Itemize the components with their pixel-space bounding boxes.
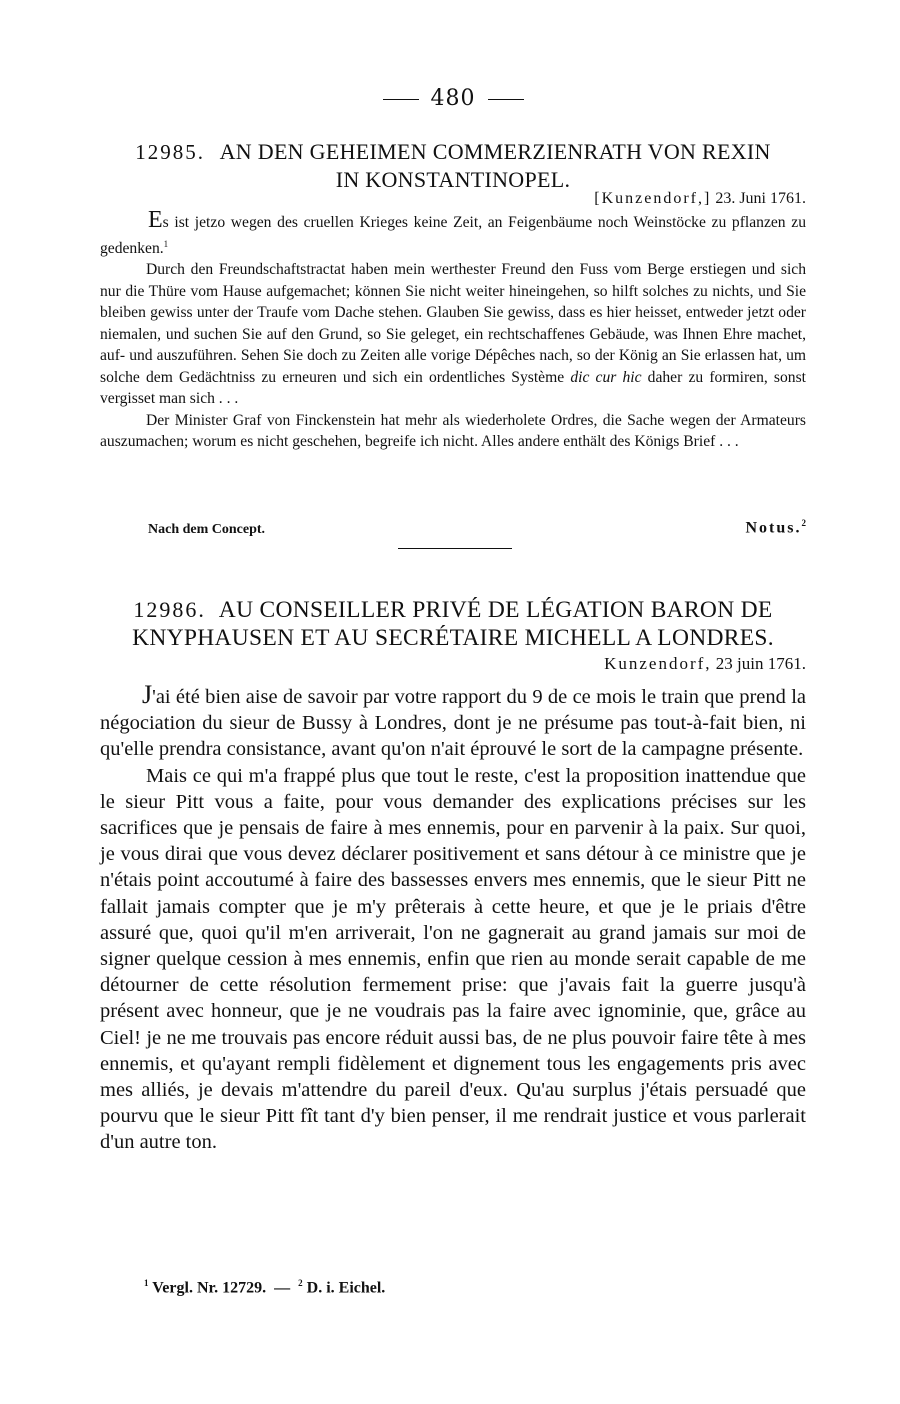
letter1-signature-text: Notus. xyxy=(745,519,802,537)
page-number-dash-right xyxy=(488,99,524,100)
letter1-p1-text: s ist jetzo wegen des cruellen Krieges keine Zeit, an Feigenbäume noch Weinstöcke zu pflanzen zu gedenken. xyxy=(100,214,806,257)
letter2-paragraph-1 xyxy=(100,682,806,763)
letter1-heading xyxy=(100,138,806,193)
letter1-closing xyxy=(100,518,806,542)
page-number-dash-left xyxy=(383,99,419,100)
letter1-title-line1: AN DEN GEHEIMEN COMMERZIENRATH VON REXIN xyxy=(219,139,771,164)
letter1-dateline xyxy=(594,190,806,208)
letter2-date-place: Kunzendorf, xyxy=(604,654,712,673)
letter1-paragraph-3: Der Minister Graf von Finckenstein hat mehr als wiederholete Ordres, die Sache wegen der Armateurs auszumachen; worum es nicht geschehen, begreife ich nicht. Alles andere enthält des Königs Brief . . . xyxy=(100,411,806,451)
footnotes xyxy=(144,1278,385,1297)
footnote-1-mark: 1 xyxy=(144,1278,149,1288)
letter2-number: 12986. xyxy=(133,597,206,622)
footnote-1-text: Vergl. Nr. 12729. xyxy=(152,1279,267,1297)
letter1-paragraph-1 xyxy=(100,207,806,259)
letter1-number: 12985. xyxy=(135,140,205,164)
letter1-p2-italic: dic cur hic xyxy=(570,368,642,386)
letter2-dateline xyxy=(604,654,806,674)
letter2-title-line1: AU CONSEILLER PRIVÉ DE LÉGATION BARON DE xyxy=(218,597,773,623)
footnote-2-mark: 2 xyxy=(298,1278,303,1288)
letter1-signature xyxy=(745,518,806,537)
letter2-title-line2: KNYPHAUSEN ET AU SECRÉTAIRE MICHELL A LONDRES. xyxy=(132,625,774,651)
letter1-p2-text: Durch den Freundschaftstractat haben mein werthester Freund den Fuss vom Berge erstiegen und sich nur die Thüre vom Hause aufgemachet; können Sie nicht weiter hineingehen, so hilft solches zu nichts, und Sie bleiben gewiss unter der Traufe vom Dache stehen. Glauben Sie gewiss, dass es hier heisset, entweder jetzt oder niemalen, und suchen Sie auf den Grund, so Sie geleget, ein rechtschaffenes Gebäude, was Ihnen Ehre machet, auf- und auszuführen. Sehen Sie doch zu Zeiten alle vorige Dépêches nach, so der König an Sie erlassen hat, um solche dem Gedächtniss zu erneuren und sich ein ordentliches Système xyxy=(100,261,806,386)
letter1-initial: E xyxy=(148,207,163,233)
letter1-body xyxy=(100,207,806,453)
letter1-date-place: [Kunzendorf,] xyxy=(594,190,712,207)
letter1-source: Nach dem Concept. xyxy=(148,522,266,537)
document-page xyxy=(100,0,806,1404)
letter1-date: 23. Juni 1761. xyxy=(715,190,806,207)
letter1-paragraph-2 xyxy=(100,259,806,410)
letter2-initial: J xyxy=(142,680,153,709)
letter2-paragraph-2: Mais ce qui m'a frappé plus que tout le reste, c'est la proposition inattendue que le sieur Pitt vous a faite, pour vous demander des explications précises sur les sacrifices que je pensais de faire à mes ennemis, pour en parvenir à la paix. Sur quoi, je vous dirai que vous devez déclarer positivement et sans détour à ce ministre que je n'étais point accoutumé à faire des bassesses envers mes ennemis, que le sieur Pitt ne fallait jamais compter que je m'y prêterais à cette heure, et que je le priais d'être assuré que, quoi qu'il m'en arriverait, l'on ne gagnerait au grand jamais sur moi de signer quelque cession à mes ennemis, enfin que rien au monde serait capable de me détourner de cette résolution fermement prise: que j'avais fait la guerre jusqu'à présent avec honneur, que je ne voudrais pas la faire avec ignominie, que, grâce au Ciel! je ne me trouvais pas encore réduit aussi bas, de ne plus pouvoir faire tête à mes ennemis, et qu'ayant rempli fidèlement et dignement tous les engagements pris avec mes alliés, je devais m'attendre du pareil d'eux. Qu'au surplus j'étais persuadé que pourvu que le sieur Pitt fît tant d'y bien penser, il me rendrait justice et vous parlerait d'un autre ton. xyxy=(100,764,806,1154)
letter2-body xyxy=(100,682,806,1156)
letter1-title-line2: IN KONSTANTINOPEL. xyxy=(335,167,571,192)
letter2-date: 23 juin 1761. xyxy=(715,654,806,673)
footnote-separator: — xyxy=(274,1279,291,1297)
footnote-ref-1: 1 xyxy=(163,238,169,249)
section-divider xyxy=(398,548,512,549)
letter2-p1-text: 'ai été bien aise de savoir par votre rapport du 9 de ce mois le train que prend la négociation du sieur de Bussy à Londres, dont je ne présume pas tout-à-fait bien, ni qu'elle prendra consistance, avant qu'on n'ait éprouvé le sort de la campagne présente. xyxy=(100,686,806,761)
page-number-text: 480 xyxy=(430,86,476,111)
letter2-heading xyxy=(100,596,806,652)
letter1-p2-end: daher zu formiren, sonst vergisset man sich . . . xyxy=(100,368,806,408)
footnote-ref-2: 2 xyxy=(801,518,806,528)
page-number xyxy=(100,86,806,111)
footnote-2-text: D. i. Eichel. xyxy=(306,1279,386,1297)
